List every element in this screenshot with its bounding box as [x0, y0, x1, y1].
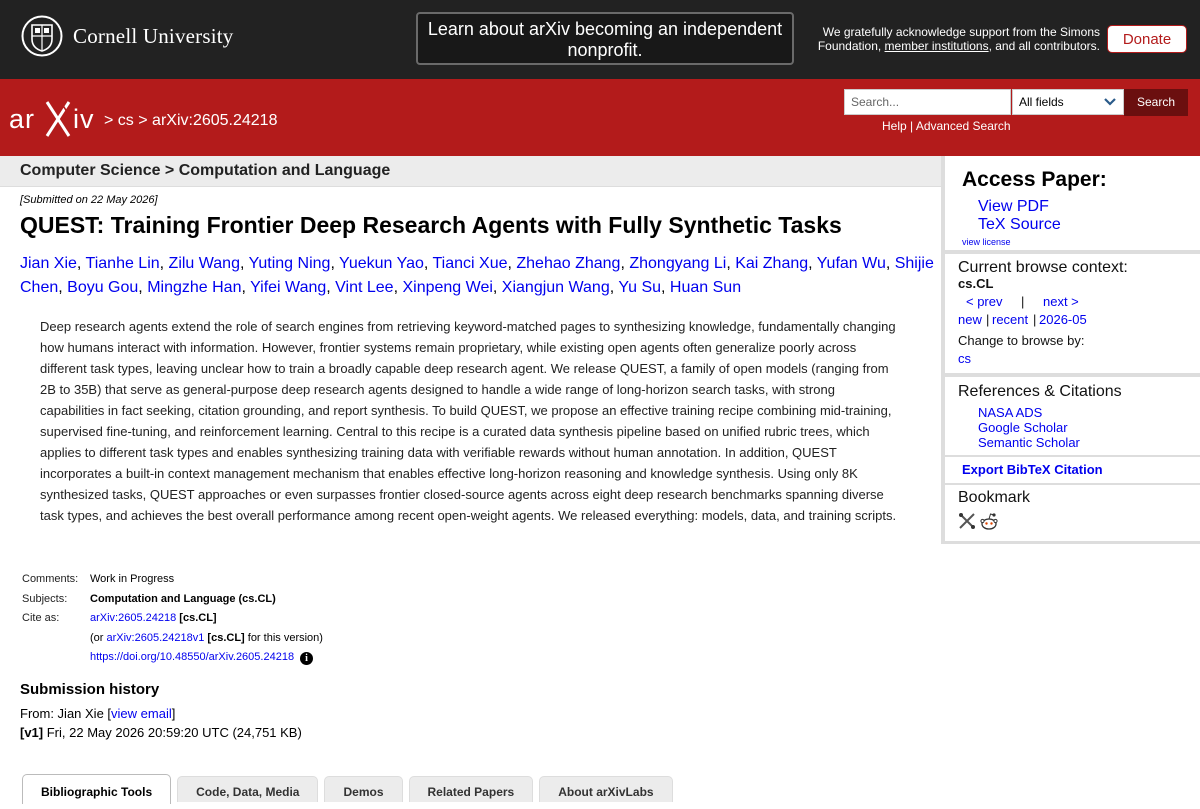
cite-v1-category: [cs.CL] — [207, 631, 245, 644]
comments-value: Work in Progress — [90, 573, 175, 585]
prev-link[interactable]: < prev — [966, 294, 1003, 309]
top-bar — [0, 0, 1200, 79]
change-browse-label: Change to browse by: — [958, 333, 1085, 348]
tab-about-arxivlabs[interactable]: About arXivLabs — [539, 776, 672, 802]
cornell-logo[interactable] — [21, 15, 234, 57]
subjects-value: Computation and Language (cs.CL) — [90, 592, 276, 605]
author-link[interactable]: Jian Xie — [20, 255, 77, 272]
nav-separator: | — [986, 312, 990, 327]
author-link[interactable]: Zhongyang Li — [629, 255, 727, 272]
next-link[interactable]: next > — [1043, 294, 1079, 309]
advanced-search-link[interactable]: Advanced Search — [915, 119, 1011, 133]
search-field-select[interactable] — [1012, 89, 1124, 115]
author-link[interactable]: Yufan Wu — [816, 255, 886, 272]
cite-version-text: for this version) — [244, 631, 323, 644]
reddit-icon[interactable] — [979, 511, 999, 531]
context-value: cs.CL — [958, 276, 994, 291]
tab-code-data-media[interactable]: Code, Data, Media — [177, 776, 318, 802]
nasa-ads-link[interactable]: NASA ADS — [978, 405, 1043, 420]
svg-text:ar: ar — [9, 104, 36, 134]
help-links — [882, 119, 1011, 133]
author-link[interactable]: Boyu Gou — [67, 279, 139, 296]
sidebar — [941, 156, 1200, 544]
cite-category: [cs.CL] — [179, 612, 217, 624]
author-link[interactable]: Shijie Chen — [20, 255, 934, 296]
cite-v1-link[interactable]: arXiv:2605.24218v1 — [106, 631, 205, 644]
author-link[interactable]: Zilu Wang — [168, 255, 240, 272]
tex-source-link[interactable]: TeX Source — [978, 216, 1061, 233]
export-box — [945, 457, 1200, 483]
author-link[interactable]: Tianci Xue — [432, 255, 508, 272]
access-paper-heading: Access Paper: — [962, 168, 1107, 191]
google-scholar-link[interactable]: Google Scholar — [978, 420, 1068, 435]
breadcrumb-sep: > — [138, 112, 148, 129]
info-icon[interactable]: i — [300, 652, 313, 665]
tab-related-papers[interactable]: Related Papers — [409, 776, 534, 802]
ack-text-end: , and all contributors. — [988, 39, 1100, 53]
version-date: Fri, 22 May 2026 20:59:20 UTC (24,751 KB) — [43, 725, 302, 740]
author-link[interactable]: Vint Lee — [335, 279, 394, 296]
subjects-label: Subjects: — [22, 592, 68, 605]
university-name: Cornell University — [73, 23, 234, 48]
support-acknowledgement — [800, 25, 1100, 53]
svg-text:iv: iv — [73, 104, 95, 134]
version-line — [20, 725, 302, 740]
breadcrumb-sep: > — [104, 112, 114, 129]
author-list: Jian Xie, Tianhe Lin, Zilu Wang, Yuting Ning, Yuekun Yao, Tianci Xue, Zhehao Zhang, Zhongyang Li, Kai Zhang, Yufan Wu, Shijie Chen, Boyu Gou, Mingzhe Han, Yifei Wang, Vint Lee, Xinpeng Wei, Xiangjun Wang, Yu Su, Huan Sun — [20, 255, 934, 296]
semantic-scholar-link[interactable]: Semantic Scholar — [978, 435, 1080, 450]
author-link[interactable]: Zhehao Zhang — [516, 255, 621, 272]
recent-link[interactable]: recent — [992, 312, 1029, 327]
new-link[interactable]: new — [958, 312, 982, 327]
browse-context-box — [945, 254, 1200, 373]
references-box — [945, 377, 1200, 455]
tab-bibliographic-tools[interactable]: Bibliographic Tools — [22, 774, 171, 804]
author-link[interactable]: Mingzhe Han — [147, 279, 242, 296]
donate-button[interactable]: Donate — [1107, 25, 1187, 53]
author-link[interactable]: Xinpeng Wei — [402, 279, 493, 296]
ack-text: We gratefully acknowledge support from the Simons Foundation, — [817, 25, 1100, 53]
bibsonomy-icon[interactable] — [958, 512, 976, 530]
tab-demos[interactable]: Demos — [324, 776, 402, 802]
submission-date: [Submitted on 22 May 2026] — [20, 194, 158, 206]
help-link[interactable]: Help — [882, 119, 907, 133]
author-link[interactable]: Tianhe Lin — [85, 255, 160, 272]
access-paper-box — [945, 156, 1200, 250]
search-field-value: All fields — [1019, 95, 1064, 109]
arxiv-logo[interactable] — [9, 99, 101, 144]
references-heading: References & Citations — [958, 383, 1122, 400]
from-close: ] — [171, 706, 176, 721]
author-link[interactable]: Yu Su — [618, 279, 662, 296]
nav-separator: | — [1021, 294, 1025, 309]
abstract: Deep research agents extend the role of search engines from retrieving keyword-matched pages to synthesizing knowledge, fundamentally changing how humans interact with information. However, frontier systems remain proprietary, while existing open agents often generalize poorly across different task types, leaving unclear how to train a broadly capable deep research agent. We release QUEST, a family of open models (ranging from 2B to 35B) that serve as general-purpose deep research agents designed to handle a wide range of long-horizon search tasks, with strong capabilities in fact seeking, citation grounding, and report synthesis. To build QUEST, we propose an effective training recipe combining mid-training, supervised fine-tuning, and reinforcement learning. Central to this recipe is a curated data synthesis pipeline based on unified rubric trees, which applies to different task types and enables synthesizing training data with verifiable rewards without human annotation. In addition, QUEST incorporates a built-in context management mechanism that enables effective long-horizon reasoning and knowledge synthesis. Using only 8K synthesized tasks, QUEST approaches or even surpasses frontier closed-source agents across eight deep research benchmarks spanning diverse task types, and achieves the best overall performance among recent open-weight agents. We released everything: models, data, and training scripts. — [40, 319, 897, 523]
author-link[interactable]: Yifei Wang — [250, 279, 327, 296]
paper-title: QUEST: Training Frontier Deep Research Agents with Fully Synthetic Tasks — [20, 212, 842, 238]
arxiv-logo-icon — [9, 99, 101, 139]
chevron-down-icon — [1103, 95, 1117, 109]
comments-label: Comments: — [22, 573, 79, 585]
nonprofit-banner-link[interactable]: Learn about arXiv becoming an independent nonprofit. — [416, 12, 794, 65]
cornell-seal-icon — [21, 15, 63, 57]
context-label: Current browse context: — [958, 259, 1128, 276]
metadata-table — [22, 570, 323, 668]
category-bar — [0, 156, 943, 187]
cite-id-link[interactable]: arXiv:2605.24218 — [90, 612, 177, 624]
author-link[interactable]: Xiangjun Wang — [501, 279, 610, 296]
from-text: From: Jian Xie [ — [20, 706, 112, 721]
browse-cs-link[interactable]: cs — [958, 351, 971, 366]
arxiv-header — [0, 79, 1200, 156]
month-link[interactable]: 2026-05 — [1039, 312, 1087, 327]
submission-history-heading: Submission history — [20, 681, 160, 698]
search-button[interactable]: Search — [1124, 89, 1188, 116]
submitter-line — [20, 706, 175, 721]
version-tag: [v1] — [20, 725, 44, 740]
search-input[interactable] — [844, 89, 1011, 115]
author-link[interactable]: Huan Sun — [669, 279, 742, 296]
author-link[interactable]: Yuekun Yao — [339, 255, 424, 272]
bookmark-heading: Bookmark — [958, 489, 1031, 506]
author-link[interactable]: Yuting Ning — [248, 255, 331, 272]
cite-label: Cite as: — [22, 612, 60, 624]
doi-link[interactable]: https://doi.org/10.48550/arXiv.2605.24218 — [90, 651, 295, 663]
breadcrumb-cs-link[interactable]: cs — [117, 112, 134, 129]
nav-separator: | — [1033, 312, 1037, 327]
cite-or-text: (or — [90, 631, 107, 644]
member-institutions-link[interactable]: member institutions — [884, 39, 989, 53]
category-heading: Computer Science > Computation and Language — [20, 162, 391, 179]
view-license-link[interactable]: view license — [962, 237, 1011, 247]
breadcrumb — [104, 112, 277, 130]
export-bibtex-link[interactable]: Export BibTeX Citation — [962, 462, 1103, 477]
help-sep: | — [910, 119, 914, 133]
view-pdf-link[interactable]: View PDF — [978, 198, 1049, 215]
bookmark-box — [945, 485, 1200, 541]
breadcrumb-paper-id: arXiv:2605.24218 — [152, 112, 278, 129]
author-link[interactable]: Kai Zhang — [735, 255, 809, 272]
view-email-link[interactable]: view email — [111, 706, 172, 721]
